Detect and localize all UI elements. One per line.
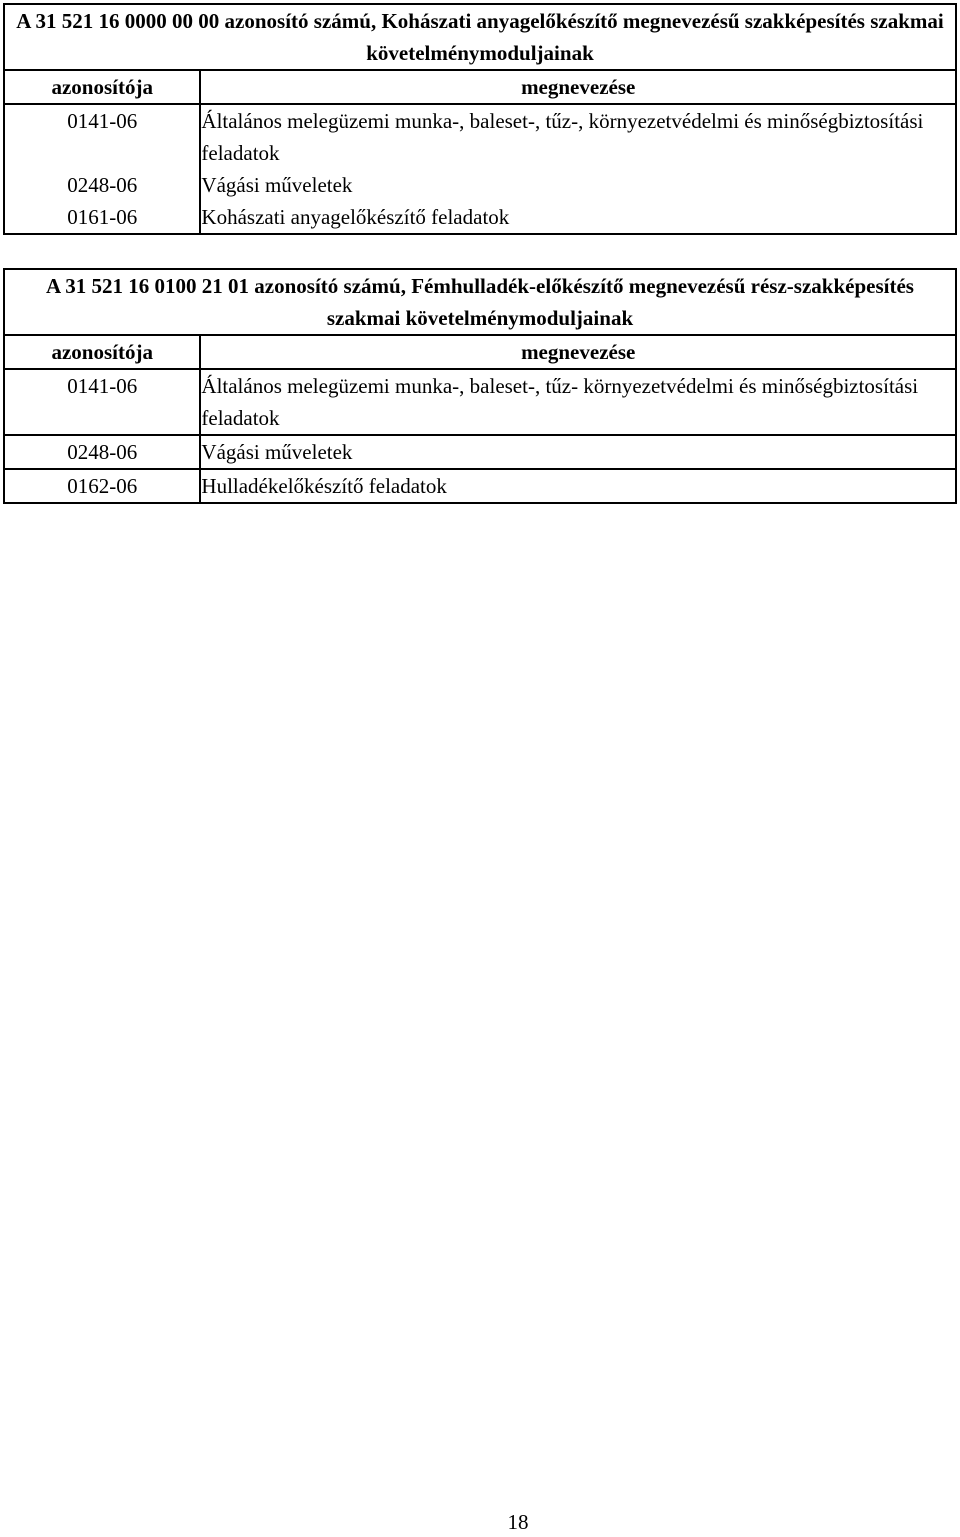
column-header-name: megnevezése <box>200 335 956 369</box>
table-header-row <box>4 70 956 104</box>
module-name: Hulladékelőkészítő feladatok <box>200 469 956 503</box>
module-code: 0161-06 <box>4 201 200 234</box>
table-row <box>4 469 956 503</box>
module-table-1 <box>3 3 957 235</box>
module-code: 0141-06 <box>4 369 200 435</box>
module-name: Vágási műveletek <box>200 169 956 201</box>
table-row <box>4 104 956 169</box>
module-code: 0248-06 <box>4 435 200 469</box>
table-row <box>4 369 956 435</box>
module-name: Kohászati anyagelőkészítő feladatok <box>200 201 956 234</box>
module-table-2 <box>3 268 957 504</box>
table-title: A 31 521 16 0000 00 00 azonosító számú, Kohászati anyagelőkészítő megnevezésű szakképesítés szakmai követelménymoduljainak <box>4 4 956 70</box>
table-header-row <box>4 335 956 369</box>
table-row <box>4 169 956 201</box>
table-row <box>4 201 956 234</box>
table-row <box>4 435 956 469</box>
column-header-code: azonosítója <box>4 335 200 369</box>
column-header-code: azonosítója <box>4 70 200 104</box>
module-code: 0162-06 <box>4 469 200 503</box>
module-name: Vágási műveletek <box>200 435 956 469</box>
column-header-name: megnevezése <box>200 70 956 104</box>
table-title: A 31 521 16 0100 21 01 azonosító számú, Fémhulladék-előkészítő megnevezésű rész-szakképesítés szakmai követelménymoduljainak <box>4 269 956 335</box>
module-name: Általános melegüzemi munka-, baleset-, tűz- környezetvédelmi és minőségbiztosítási feladatok <box>200 369 956 435</box>
module-name: Általános melegüzemi munka-, baleset-, tűz-, környezetvédelmi és minőségbiztosítási feladatok <box>200 104 956 169</box>
page-number: 18 <box>507 1510 529 1534</box>
module-code: 0141-06 <box>4 104 200 169</box>
module-code: 0248-06 <box>4 169 200 201</box>
